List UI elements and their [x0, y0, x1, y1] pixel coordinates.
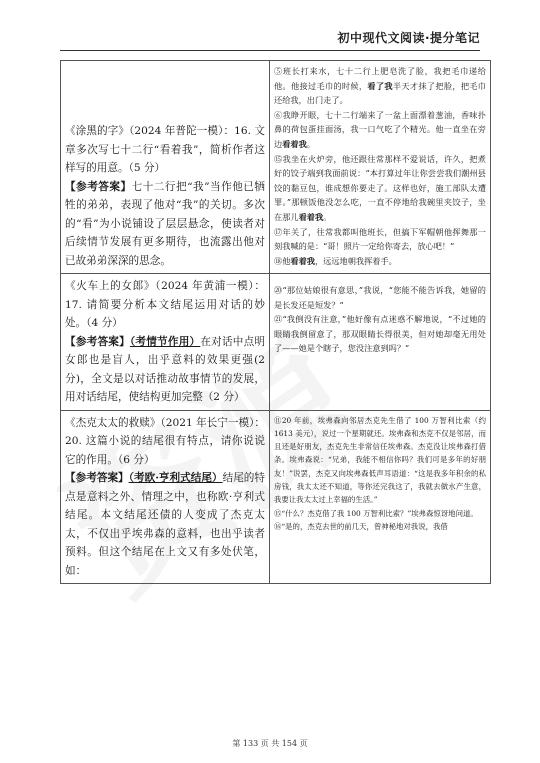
- excerpt-paragraph: ⑮我坐在火炉旁，他还跟往常那样不爱说话，许久，把煮好的饺子端到我面前说：“本打算过年让你尝尝我们潮州县饺的黏豆包，谁成想你要走了。这样也好，施工部队太遭罪。”那顿饭他没怎么吃，一直不停地给我碗里夹饺子，坐在那儿看着我。: [274, 153, 486, 222]
- excerpt-cell: [270, 410, 491, 584]
- excerpt-paragraph: ⑰年关了，往常我都叫他班长，但搞下军帽朝他挥舞那一刻我喊的是：“哥！照片一定给你寄去，放心吧！”: [274, 226, 486, 252]
- answer-body: 七十二行把“我”当作他已牺牲的弟弟，表现了他对“我”的关切。多次的“看”为小说铺设了层层悬念，使读者对后续情节发展有更多期待，也流露出他对已故弟弟深深的思念。: [65, 180, 265, 267]
- answer-label: 【参考答案】: [65, 335, 130, 348]
- answer-body: 结尾的特点是意料之外、情理之中，也称欧·亨利式结尾。本文结尾还债的人变成了杰克太太，不仅出乎埃弗森的意料，也出乎读者预料。但这个结尾在上文又有多处伏笔，如：: [65, 472, 266, 577]
- question-cell: [61, 410, 270, 584]
- answer-text: [65, 178, 265, 271]
- notes-table: [60, 60, 491, 584]
- excerpt-paragraph: ⑮“什么？杰克借了我 100 万智利比索？”埃弗森惊讶地问道。: [274, 508, 478, 518]
- answer-label: 【参考答案】: [65, 472, 129, 484]
- excerpt-cell: [270, 61, 491, 274]
- excerpt-paragraph: ㉑“我倒没有注意，”他好像有点迷惑不解地说，“不过她的眼睛我倒留意了，那双眼睛长得很美，但对她却毫无用处了——她是个瞎子，您没注意到吗？”: [274, 314, 486, 354]
- answer-tag: （考欧·亨利式结尾）: [128, 472, 223, 484]
- answer-text: [65, 469, 265, 580]
- question-text: 《火车上的女郎》（2024 年黄浦一模）：17. 请简要分析本文结尾运用对话的妙处。（4 分）: [65, 280, 265, 329]
- answer-text: [65, 333, 265, 407]
- excerpt-paragraph: ⑪20 年前，埃弗森向邻居杰克先生借了 100 万智利比索（约 1613 美元），说过一个星期就还。埃弗森和杰克不仅是邻居，而且还是好朋友，杰克先生非常信任埃弗森。杰克没让埃弗森打借条。埃弗森说：“兄弟，我能不相信你吗？我们可是多年的好朋友！”说罢，杰克又向埃弗森低声耳语道：“这是我多年积余的私房钱，我太太还不知道，等你还完我这了，我就去做水产生意，我要让我太太过上幸福的生活。”: [274, 415, 486, 505]
- question-text: 《涂黑的字》（2024 年普陀一模）：16. 文章多次写七十二行“看着我”，简析作者这样写的用意。（5 分）: [65, 125, 265, 174]
- table-row: [61, 274, 491, 411]
- excerpt-cell: [270, 274, 491, 411]
- page-header: [60, 18, 480, 51]
- table-row: [61, 61, 491, 274]
- answer-body: 在对话中点明女郎也是盲人，出乎意料的效果更强(2 分)，全文是以对话推动故事情节的发展，用对话结尾，使结构更加完整（2 分）: [65, 335, 266, 403]
- question-cell: [61, 61, 270, 274]
- excerpt-paragraph: ⑯“是的，杰克去世的前几天，曾神秘地对我说，我借: [274, 521, 448, 531]
- header-title: 初中现代文阅读·提分笔记: [337, 31, 480, 45]
- question-cell: [61, 274, 270, 411]
- page-footer: 第 133 页 共 154 页: [232, 739, 308, 748]
- excerpt-paragraph: ⑱他看着我，远远地朝我挥着手。: [274, 255, 397, 266]
- table-row: [61, 410, 491, 584]
- answer-tag: （考情节作用）: [129, 335, 201, 348]
- excerpt-paragraph: ⑤班长打来水，七十二行上肥皂洗了脸，我把毛巾递给他。他接过毛巾的时候，看了我半天才抹了把脸，把毛巾还给我，出门走了。: [274, 66, 486, 106]
- answer-label: 【参考答案】: [65, 180, 132, 193]
- excerpt-paragraph: ⑳“那位姑娘很有意思，”我说，“您能不能告诉我，她留的是长发还是短发？”: [274, 285, 486, 310]
- question-text: 《杰克太太的救赎》（2021 年长宁一模）：20. 这篇小说的结尾很有特点，请你说说它的作用。（6 分）: [65, 416, 265, 466]
- excerpt-paragraph: ⑥我睁开眼，七十二行端来了一盆上面漂着葱油，香味扑鼻的荷包蛋挂面汤，我一口气吃了个精光。他一直坐在旁边看着我。: [274, 109, 486, 149]
